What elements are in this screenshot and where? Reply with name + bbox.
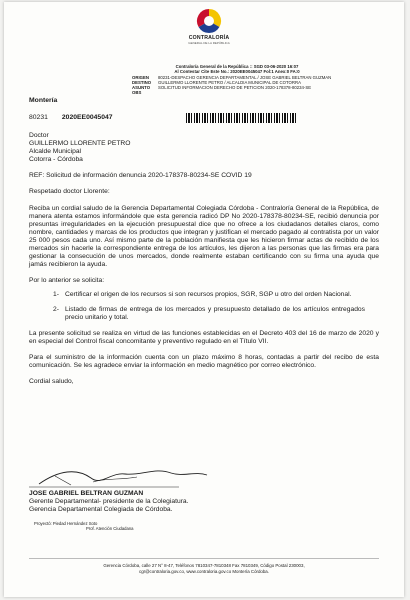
office-code: 80231 <box>29 114 48 121</box>
subject-line: REF: Solicitud de información denuncia 2020-178378-80234-SE COVID 19 <box>29 172 252 180</box>
reference-row <box>29 114 113 121</box>
request-list <box>29 291 379 321</box>
stamp-line-2: Al Contestar Cite Este No.: 2020EE0045047 Fol:1 Anex:0 FA:0 <box>174 69 300 75</box>
letter-body <box>29 132 379 386</box>
contraloria-emblem-icon <box>196 8 222 34</box>
signer-block <box>29 490 329 514</box>
contraloria-logo <box>174 8 244 45</box>
closing: Cordial saludo, <box>29 378 74 386</box>
signer-role-2: Gerencia Departamental Colegiada de Córdoba. <box>29 506 173 514</box>
filing-number: 2020EE0045047 <box>61 114 113 121</box>
salutation: Respetado doctor Llorente: <box>29 188 110 196</box>
stamp-row: ORIGEN 80231-DESPACHO GERENCIA DEPARTAMENTAL / JOSE GABRIEL BELTRAN GUZMAN <box>132 74 332 80</box>
paragraph-2: Por lo anterior se solicita: <box>29 277 105 285</box>
footer-divider <box>29 558 379 559</box>
paragraph-3: La presente solicitud se realiza en virtud de las funciones establecidas en el Decreto 403 del 16 de marzo de 2020 y en especial del Control fiscal concomitante y preventivo regulado en el Título VII. <box>29 329 379 345</box>
stamp-row: ASUNTO SOLICITUD INFORMACION DERECHO DE PETICION 2020-178378-80234-SE <box>132 85 312 91</box>
addressee-line: Cotorra - Córdoba <box>29 156 83 164</box>
projected-by: Proyectó: Piedad Hernández Soto Prof. Atención Ciudadana <box>34 521 134 532</box>
signer-role-1: Gerente Departamental- presidente de la Colegiatura. <box>29 498 189 506</box>
barcode <box>186 113 298 123</box>
addressee-line: Doctor <box>29 132 49 139</box>
addressee-line: GUILLERMO LLORENTE PETRO <box>29 140 131 148</box>
handwritten-signature <box>29 464 229 490</box>
stamp-row: OBS <box>132 90 142 96</box>
paragraph-1: Reciba un cordial saludo de la Gerencia Departamental Colegiada Córdoba - Contraloría General de la República, de manera atenta estamos informándole que esta gerencia radicó DP No 2020-178378-80234-SE, recibió denuncia por presuntas irregularidades en la ejecución presupuestal dice que no ofrece a los ciudadanos detalles claros, como nombre, cantidades y marcas de los productos que integran y justifican el mercado pagado al contratista por un valor 25 000 pesos cada uno. Así mismo parte de la población manifiesta que les hicieron firmar actas de recibido de los mercados sin hacerle la correspondiente entrega de los artículos, les dijeron a las personas que las firmas era para gestionar la consecución de unos mercados, donde realmente estaban certificando con su firma una ayuda que jamás recibieron la ayuda. <box>29 204 379 269</box>
filing-stamp <box>132 64 342 96</box>
letter-page <box>4 2 404 597</box>
city: Montería <box>29 97 58 104</box>
addressee-line: Alcalde Municipal <box>29 148 82 156</box>
signer-name: JOSE GABRIEL BELTRAN GUZMAN <box>29 490 144 497</box>
addressee-block <box>29 132 379 164</box>
logo-subtitle: GENERAL DE LA REPÚBLICA <box>188 41 230 45</box>
footer <box>29 563 379 574</box>
stamp-line-1: Contraloría General de la República :: SGD 03-06-2020 16:07 <box>175 64 299 69</box>
stamp-row: DESTINO GUILLERMO LLORENTE PETRO / ALCALDIA MUNICIPAL DE COTORRA <box>132 79 301 85</box>
paragraph-4: Para el suministro de la información cuenta con un plazo máximo 8 horas, contadas a partir del recibo de esta comunicación. Se les agradece enviar la información en medio magnético por correo electrónico. <box>29 353 379 369</box>
footer-address: Gerencia Córdoba, calle 27 N° 8-47, Teléfonos 7810347-7810348 Fax 7810349, Código Postal 230003, <box>103 563 305 568</box>
footer-contact: cgr@contraloria.gov.co, www.contraloria.gov.co Montería Córdoba. <box>139 568 269 574</box>
logo-name: CONTRALORÍA <box>188 35 230 41</box>
list-item: 2- Listado de firmas de entrega de los mercados y presupuesto detallado de los artículos entregados precio unitario y total. <box>53 305 365 321</box>
list-item: 1- Certificar el origen de los recursos si son recursos propios, SGR, SGP u otro del orden Nacional. <box>53 291 352 299</box>
